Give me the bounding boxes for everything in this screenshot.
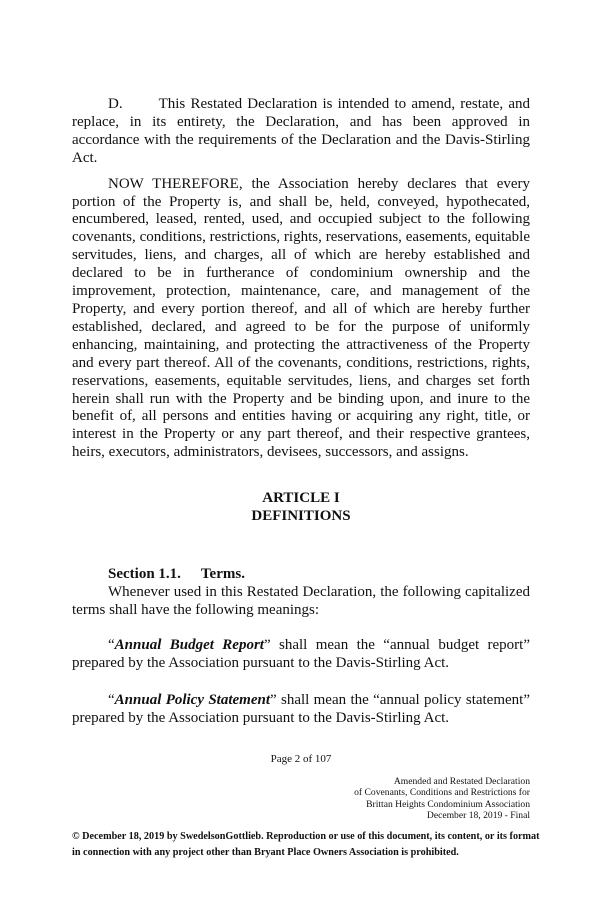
article-title: ARTICLE I [262, 490, 340, 507]
copyright-notice: © December 18, 2019 by SwedelsonGottlieb. Reproduction or use of this document, its content, or its format in connection with any project other than Bryant Place Owners Association is prohibited. [72, 831, 540, 858]
definition-annual-policy-statement: “Annual Policy Statement” shall mean the “annual policy statement” prepared by the Association pursuant to the Davis-Stirling Act. [72, 692, 530, 727]
footer-line: Amended and Restated Declaration [393, 776, 530, 788]
section-title: Terms. [200, 565, 245, 582]
recital-text: This Restated Declaration is intended to amend, restate, and replace, in its entirety, the Declaration, and has been approved in accordance with the requirements of the Declaration and the Davis-Stirling Act. [72, 96, 530, 166]
footer-line: December 18, 2019 - Final [426, 809, 530, 821]
section-intro: Whenever used in this Restated Declaration, the following capitalized terms shall have the following meanings: [72, 583, 530, 618]
defined-term: Annual Budget Report [114, 636, 264, 653]
definition-text: shall mean the “annual budget report” prepared by the Association pursuant to the Davis-Stirling Act. [72, 636, 530, 671]
recital-d [72, 96, 530, 168]
section-number: Section 1.1. [108, 565, 181, 582]
defined-term: Annual Policy Statement [114, 692, 270, 709]
document-footer [72, 776, 530, 821]
article-heading [72, 490, 530, 526]
footer-line: of Covenants, Conditions and Restrictions for [354, 787, 530, 799]
recital-label: D. [108, 96, 123, 112]
definition-annual-budget-report: “Annual Budget Report” shall mean the “annual budget report” prepared by the Association pursuant to the Davis-Stirling Act. [72, 636, 530, 671]
footer-line: Brittan Heights Condominium Association [366, 798, 530, 810]
page-number: Page 2 of 107 [270, 753, 332, 766]
section-1-1 [72, 566, 530, 620]
article-subtitle: DEFINITIONS [251, 508, 351, 525]
declaration-paragraph: NOW THEREFORE, the Association hereby declares that every portion of the Property is, and shall be, held, conveyed, hypothecated, encumbered, leased, rented, used, and occupied subject to the following covenants, conditions, restrictions, rights, reservations, easements, equitable servitudes, liens, and charges, all of which are hereby established and declared to be in furtherance of condominium ownership and the improvement, protection, maintenance, care, and management of the Property, and every portion thereof, and all of which are hereby further established, declared, and agreed to be for the purpose of uniformly enhancing, maintaining, and protecting the attractiveness of the Property and every part thereof. All of the covenants, conditions, restrictions, rights, reservations, easements, equitable servitudes, liens, and charges set forth herein shall run with the Property and be binding upon, and inure to the benefit of, all persons and entities having or acquiring any right, title, or interest in the Property or any part thereof, and their respective grantees, heirs, executors, administrators, devisees, successors, and assigns. [72, 175, 530, 461]
section-heading [72, 566, 530, 584]
definition-text: shall mean the “annual policy statement” prepared by the Association pursuant to the Davis-Stirling Act. [72, 692, 530, 727]
